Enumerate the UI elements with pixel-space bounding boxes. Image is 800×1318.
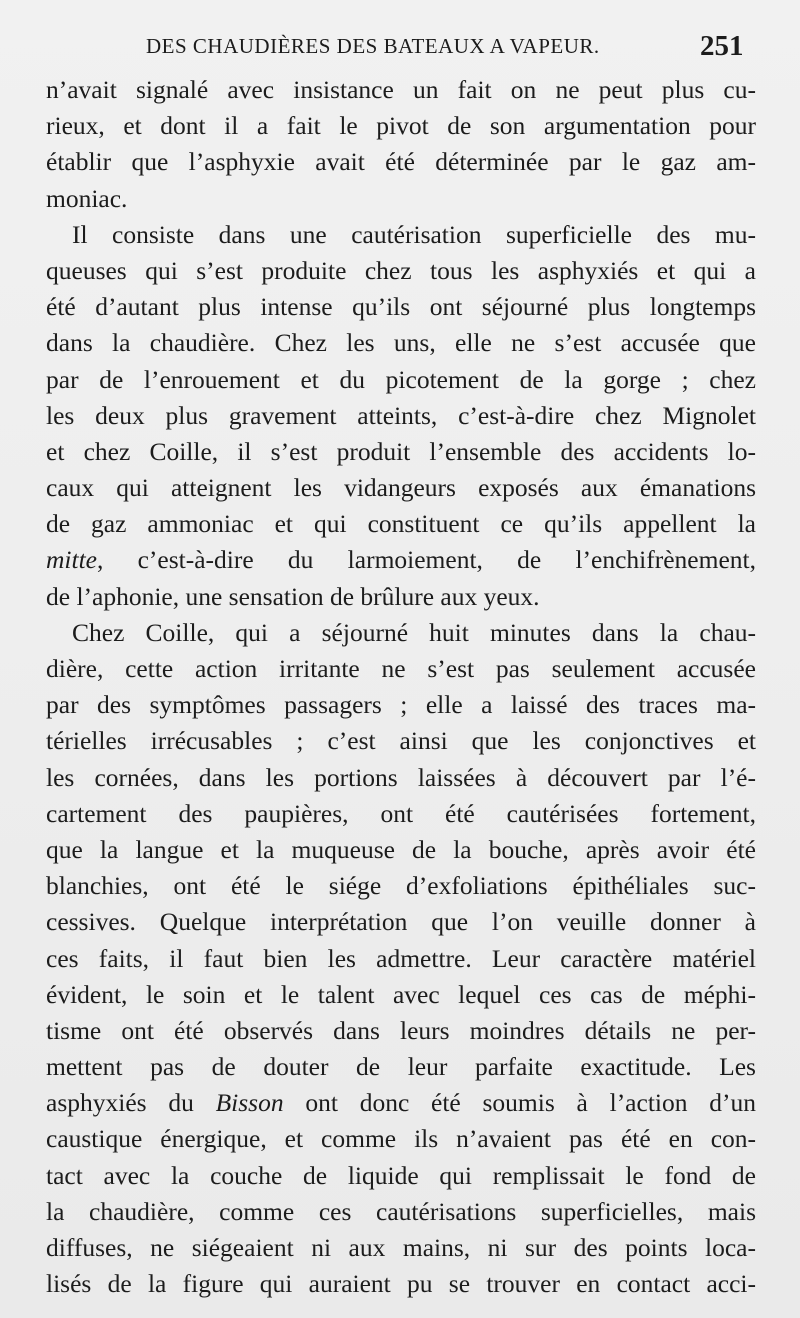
text-line: diffuses, ne siégeaient ni aux mains, ni sur des points loca-: [46, 1233, 756, 1262]
text-line: caustique énergique, et comme ils n’avaient pas été en con-: [46, 1124, 756, 1154]
text-line: et chez Coille, il s’est produit l’ensemble des accidents lo-: [46, 436, 756, 466]
italic-term: mitte: [46, 545, 97, 575]
italic-term: Bisson: [215, 1088, 284, 1118]
text-line: par des symptômes passagers ; elle a laissé des traces ma-: [46, 690, 756, 720]
text-line: blanchies, ont été le siége d’exfoliations épithéliales suc-: [46, 871, 756, 901]
text-line: été d’autant plus intense qu’ils ont séjourné plus longtemps: [46, 292, 756, 322]
body-text: [46, 72, 756, 1302]
text-line: cessives. Quelque interprétation que l’on veuille donner à: [46, 907, 756, 937]
text-line: de l’aphonie, une sensation de brûlure aux yeux.: [46, 581, 540, 611]
text-line: évident, le soin et le talent avec lequel ces cas de méphi-: [46, 979, 756, 1009]
text-line: térielles irrécusables ; c’est ainsi que les conjonctives et: [46, 726, 756, 756]
text-line: queuses qui s’est produite chez tous les asphyxiés et qui a: [46, 255, 756, 285]
text-line: mettent pas de douter de leur parfaite exactitude. Les: [46, 1052, 756, 1082]
text-line: de gaz ammoniac et qui constituent ce qu’ils appellent la: [46, 509, 756, 539]
text-line: n’avait signalé avec insistance un fait on ne peut plus cu-: [46, 75, 756, 104]
text-line: [46, 1085, 756, 1121]
running-title: DES CHAUDIÈRES DES BATEAUX A VAPEUR.: [146, 34, 600, 58]
text-line: [46, 542, 756, 578]
text-line: rieux, et dont il a fait le pivot de son argumentation pour: [46, 111, 756, 141]
text-line: que la langue et la muqueuse de la bouche, après avoir été: [46, 834, 756, 864]
text-segment: , c’est-à-dire du larmoiement, de l’enchifrènement,: [97, 545, 756, 575]
text-line: les cornées, dans les portions laissées à découvert par l’é-: [46, 762, 756, 792]
text-line: les deux plus gravement atteints, c’est-à-dire chez Mignolet: [46, 400, 756, 430]
text-line: ces faits, il faut bien les admettre. Leur caractère matériel: [46, 943, 756, 973]
page-header: [0, 30, 800, 70]
text-line: tisme ont été observés dans leurs moindres détails ne per-: [46, 1015, 756, 1045]
text-line: établir que l’asphyxie avait été déterminée par le gaz am-: [46, 147, 756, 177]
text-line: dière, cette action irritante ne s’est pas seulement accusée: [46, 654, 756, 683]
page-number: 251: [700, 30, 744, 62]
text-line: moniac.: [46, 183, 128, 213]
text-line: Il consiste dans une cautérisation superficielle des mu-: [72, 219, 756, 249]
text-segment: asphyxiés du: [46, 1088, 216, 1118]
text-line: dans la chaudière. Chez les uns, elle ne s’est accusée que: [46, 328, 756, 358]
text-line: la chaudière, comme ces cautérisations superficielles, mais: [46, 1196, 756, 1226]
text-line: caux qui atteignent les vidangeurs exposés aux émanations: [46, 473, 756, 503]
text-line: par de l’enrouement et du picotement de la gorge ; chez: [46, 364, 756, 394]
text-line: tact avec la couche de liquide qui remplissait le fond de: [46, 1160, 756, 1190]
text-line: cartement des paupières, ont été cautérisées fortement,: [46, 798, 756, 828]
text-segment: ont donc été soumis à l’action d’un: [283, 1088, 756, 1118]
text-line: Chez Coille, qui a séjourné huit minutes dans la chau-: [72, 617, 756, 647]
text-line: lisés de la figure qui auraient pu se trouver en contact acci-: [46, 1269, 756, 1299]
